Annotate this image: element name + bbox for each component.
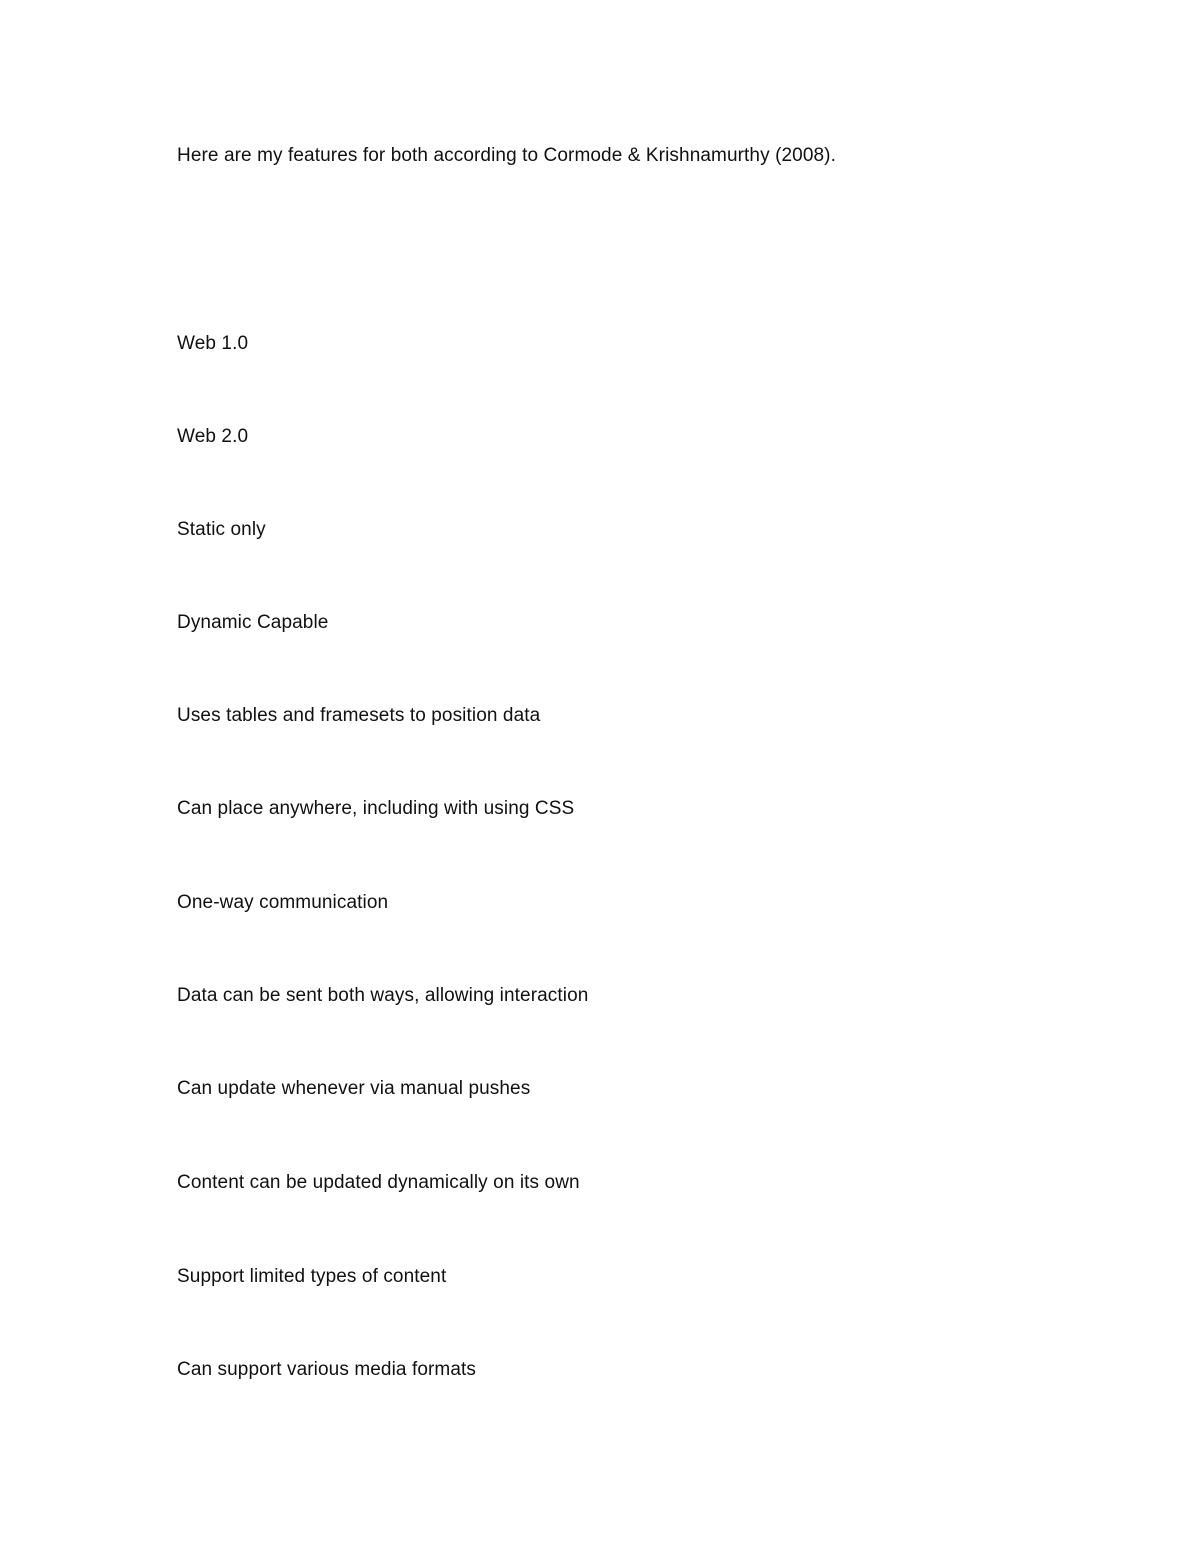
column-heading-web2: Web 2.0 bbox=[177, 426, 249, 447]
feature-line: Content can be updated dynamically on its own bbox=[177, 1172, 580, 1193]
feature-line: Can place anywhere, including with using CSS bbox=[177, 798, 575, 819]
feature-line: Uses tables and framesets to position data bbox=[177, 705, 541, 726]
feature-line: Static only bbox=[177, 519, 266, 540]
column-heading-web1: Web 1.0 bbox=[177, 333, 249, 354]
feature-line: One-way communication bbox=[177, 892, 389, 913]
feature-line: Can support various media formats bbox=[177, 1359, 476, 1380]
intro-paragraph: Here are my features for both according to Cormode & Krishnamurthy (2008). bbox=[177, 145, 836, 166]
feature-line: Support limited types of content bbox=[177, 1266, 447, 1287]
feature-line: Data can be sent both ways, allowing interaction bbox=[177, 985, 589, 1006]
feature-line: Can update whenever via manual pushes bbox=[177, 1078, 531, 1099]
feature-line: Dynamic Capable bbox=[177, 612, 329, 633]
